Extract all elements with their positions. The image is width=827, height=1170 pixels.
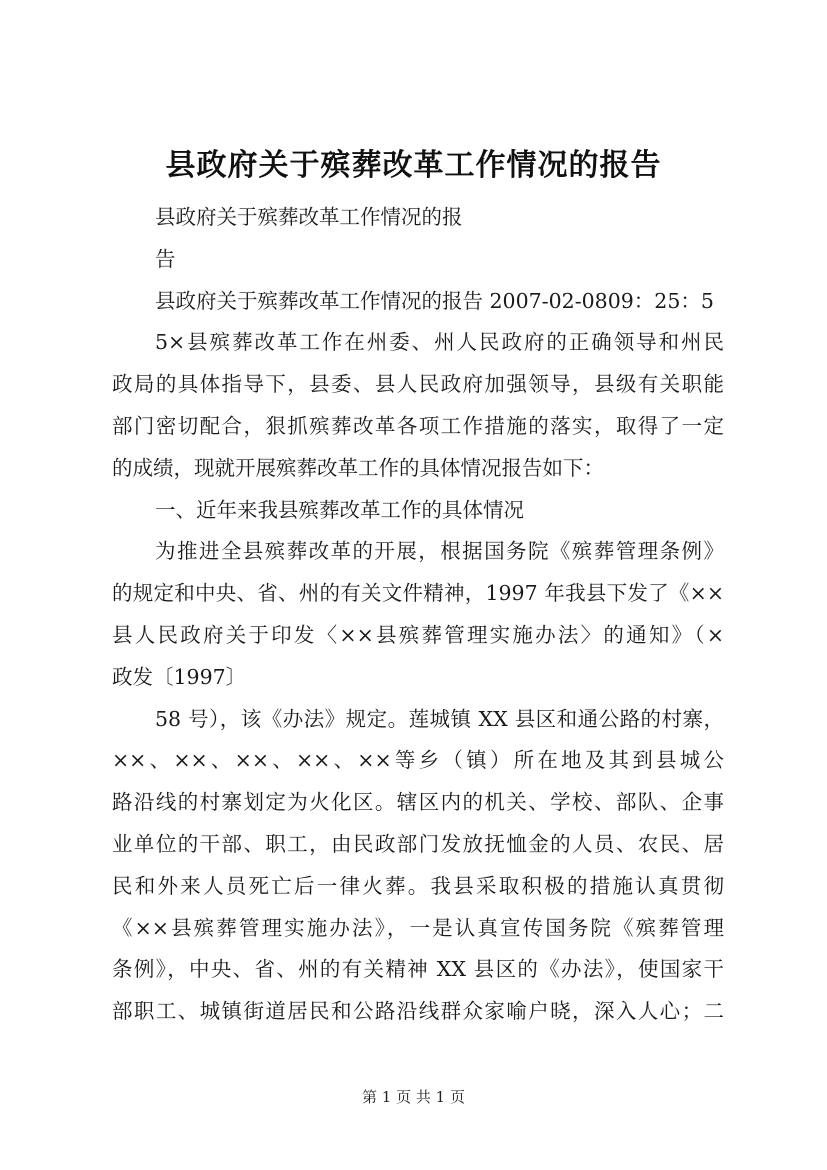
body-line: 县政府关于殡葬改革工作情况的报告 2007-02-0809：25：5 <box>155 288 714 313</box>
body-line: 5×县殡葬改革工作在州委、州人民政府的正确领导和州民 <box>155 330 724 355</box>
body-line: 路沿线的村寨划定为火化区。辖区内的机关、学校、部队、企事 <box>112 790 724 815</box>
body-line: 部门密切配合，狠抓殡葬改革各项工作措施的落实，取得了一定 <box>112 413 724 438</box>
body-line: 《××县殡葬管理实施办法》，一是认真宣传国务院《殡葬管理 <box>112 915 724 940</box>
body-line: 县政府关于殡葬改革工作情况的报 <box>155 205 463 229</box>
body-line: 告 <box>155 246 176 271</box>
body-line: 业单位的干部、职工，由民政部门发放抚恤金的人员、农民、居 <box>112 831 724 856</box>
body-line: 民和外来人员死亡后一律火葬。我县采取积极的措施认真贯彻 <box>112 873 724 898</box>
body-line: 县人民政府关于印发〈××县殡葬管理实施办法〉的通知》（× <box>112 622 724 647</box>
document-title: 县政府关于殡葬改革工作情况的报告 <box>165 148 662 183</box>
body-line: 政发〔1997〕 <box>112 664 247 689</box>
document-body <box>112 197 724 1033</box>
body-line: 政局的具体指导下，县委、县人民政府加强领导，县级有关职能 <box>112 372 724 397</box>
body-line: 一、近年来我县殡葬改革工作的具体情况 <box>155 497 524 522</box>
body-line: 58 号），该《办法》规定。莲城镇 XX 县区和通公路的村寨， <box>155 706 724 731</box>
body-line: 的规定和中央、省、州的有关文件精神，1997 年我县下发了《×× <box>112 581 724 606</box>
page-footer: 第 1 页 共 1 页 <box>362 1088 465 1106</box>
body-line: 的成绩，现就开展殡葬改革工作的具体情况报告如下： <box>112 455 604 480</box>
body-line: 条例》，中央、省、州的有关精神 XX 县区的《办法》，使国家干 <box>112 957 724 982</box>
body-line: 部职工、城镇街道居民和公路沿线群众家喻户晓，深入人心；二 <box>112 999 724 1024</box>
body-line: ××、××、××、××、××等乡（镇）所在地及其到县城公 <box>112 748 724 773</box>
body-line: 为推进全县殡葬改革的开展，根据国务院《殡葬管理条例》 <box>155 539 724 564</box>
